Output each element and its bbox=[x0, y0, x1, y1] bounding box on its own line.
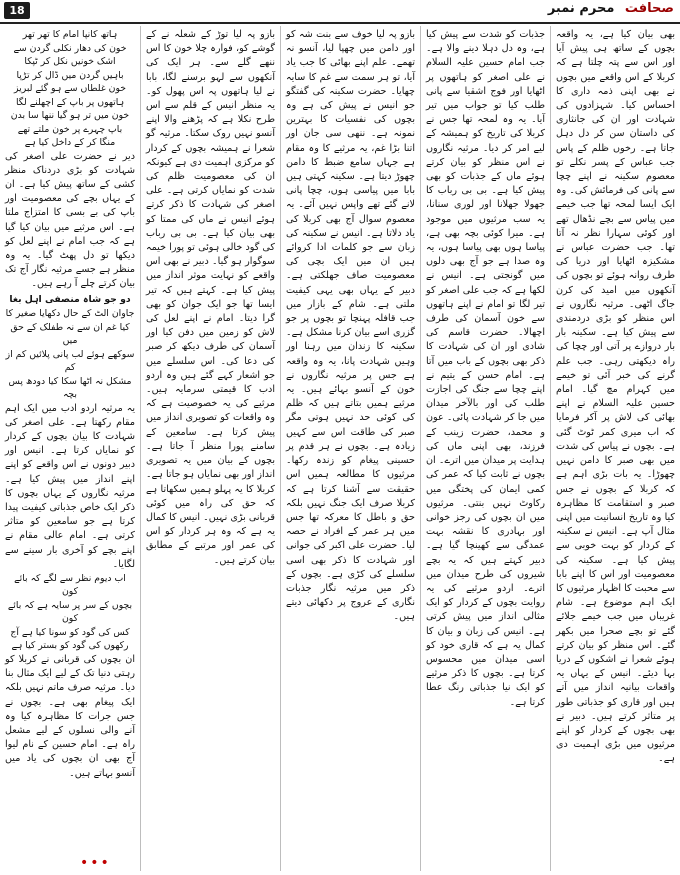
verse: مشکل نہ اٹھا سکا کیا دودھ پس بچہ bbox=[8, 375, 132, 401]
verse: کیا غم ان سے نہ طفلک کے حق میں bbox=[10, 321, 130, 347]
verse: خون کی دھار نکلی گردن سے bbox=[13, 42, 127, 54]
column-3-text: بازو پہ لیا خوف سے بنت شہ کو اور دامن میں چھپا لیا، آنسو نہ تھمے۔ علم اپنے بھائی کا جب یاد آیا، تو ہر سمت سے غم کا سایہ چھایا۔ حضرت سکینہ کی گفتگو جو انیس نے پیش کی ہے وہ بچوں کی نفسیات کا بہترین نمونہ ہے۔ ننھی سی جان اور اتنا بڑا غم، یہ مرثیے کا وہ مقام ہے جہاں سامع ضبط کا دامن چھوڑ دیتا ہے۔ سکینہ کہتی ہیں بابا میں پیاسی ہوں، چچا پانی لانے گئے تھے واپس نہیں آئے۔ یہ معصوم سوال آج بھی کربلا کی یاد دلاتا ہے۔ انیس نے سکینہ کی زبان سے جو کلمات ادا کروائے ہیں ان میں ایک بچی کی معصومیت صاف جھلکتی ہے۔ دبیر کے یہاں بھی یہی کیفیت ملتی ہے۔ شام کے بازار میں جب قافلہ پہنچا تو بچوں پر جو گزری اسے بیان کرنا مشکل ہے۔ سکینہ کا زندان میں رہنا اور وہیں شہادت پانا، یہ وہ واقعہ ہے جس پر مرثیہ نگاروں نے خون کے آنسو بہائے ہیں۔ یہ مرثیے ہمیں بتاتے ہیں کہ ظلم کی کوئی حد نہیں ہوتی مگر صبر کی طاقت اس سے کہیں زیادہ ہے۔ بچوں نے ہر قدم پر حسینی پیغام کو زندہ رکھا۔ مرثیوں کا مطالعہ ہمیں اس حقیقت سے آشنا کرتا ہے کہ کربلا صرف ایک جنگ نہیں بلکہ حق و باطل کا معرکہ تھا جس میں ہر عمر کے افراد نے حصہ لیا۔ حضرت علی اکبر کی جوانی اور شہادت کا ذکر بھی اسی سلسلے کی کڑی ہے۔ بچوں کے ذکر میں مرثیہ نگار جذبات نگاری کے عروج پر دکھائی دیتے ہیں۔ bbox=[286, 29, 415, 623]
column-5-prose-3: ان بچوں کی قربانی نے کربلا کو رہتی دنیا تک کے لیے ایک مثال بنا دیا۔ مرثیہ صرف ماتم نہیں بلکہ ایک پیغام بھی ہے۔ بچوں نے جس جرات کا مظاہرہ کیا وہ آنے والی نسلوں کے لیے مشعل راہ ہے۔ امام حسین کے نام لیوا آج بھی ان بچوں کی یاد میں آنسو بہاتے ہیں۔ bbox=[5, 653, 135, 779]
verse: رکھوں کی گود کو بستر کیا ہے bbox=[11, 640, 129, 652]
verse: کس کی گود کو سونا کیا ہے آج bbox=[10, 626, 130, 638]
special-issue-name: محرم نمبر bbox=[547, 1, 615, 16]
verse: جاوان الٹ کے حال دکھایا صغیر کا bbox=[5, 308, 135, 320]
column-4 bbox=[140, 26, 280, 871]
column-1 bbox=[550, 26, 680, 871]
continue-marker: ••• bbox=[80, 855, 111, 871]
verse: بچوں کے سر پر سایہ ہے کہ بائے کون bbox=[7, 599, 133, 625]
verse: سوکھے ہوئے لب پانی پلائیں کم از کم bbox=[5, 348, 135, 374]
article-body bbox=[0, 26, 680, 871]
verse: خون غلطاں سے ہو گئے لبریز bbox=[13, 83, 127, 94]
column-2-text: جذبات کو شدت سے پیش کیا ہے، وہ دل دہلا دینے والا ہے۔ جب امام حسین علیہ السلام نے علی اصغر کو ہاتھوں پر اٹھایا اور فوج اشقیا سے پانی طلب کیا تو جواب میں تیر آیا۔ یہ وہ لمحہ تھا جس نے کربلا کی تاریخ کو ہمیشہ کے لیے امر کر دیا۔ مرثیہ نگاروں نے اس منظر کو بیان کرتے ہوئے ماں کے جذبات کو بھی پیش کیا ہے۔ بی بی رباب کا جھولا جھلانا اور لوری سنانا، یہ سب مرثیوں میں موجود ہے۔ میرا کوئی بچہ بھی ہے، پیاسا ہوں بھی پیاسا ہوں، یہ وہ صدا ہے جو آج بھی دلوں میں گونجتی ہے۔ انیس نے لکھا ہے کہ جب علی اصغر کو تیر لگا تو امام نے اپنے ہاتھوں سے خون آسمان کی طرف اچھالا۔ حضرت قاسم کی شادی اور ان کی شہادت کا ذکر بھی بچوں کے باب میں آتا ہے۔ امام حسن کے یتیم نے اپنے چچا سے جنگ کی اجازت طلب کی اور بالآخر میدان میں جا کر شہادت پائی۔ عون و محمد، حضرت زینب کے فرزند، بھی اپنی ماں کی ہدایت پر میدان میں اترے۔ ان بچوں نے ثابت کیا کہ عمر کی کمی ایمان کی پختگی میں رکاوٹ نہیں بنتی۔ مرثیوں میں ان بچوں کی رجز خوانی اور بہادری کا نقشہ بہت عمدگی سے کھینچا گیا ہے۔ دبیر کہتے ہیں کہ یہ بچے شیروں کی طرح میدان میں اترے۔ اردو مرثیے کی یہ روایت بچوں کے کردار کو ایک مثالی انداز میں پیش کرتی ہے۔ انیس کی زبان و بیان کا کمال یہ ہے کہ قاری خود کو اسی میدان میں محسوس کرتا ہے۔ بچوں کا ذکر مرثیے کو ایک نیا جذباتی رنگ عطا کرتا ہے۔ bbox=[426, 29, 545, 708]
verse: منگا کر کے داخل کیا ہے bbox=[24, 137, 116, 148]
column-2 bbox=[420, 26, 550, 871]
poem-heading: دو جو شاہ منصفی اہل بغا bbox=[9, 293, 131, 305]
verse: ہاتھوں پر باپ کے اچھلنے لگا bbox=[15, 96, 125, 108]
page-header bbox=[0, 0, 680, 24]
poem-lower bbox=[5, 572, 135, 653]
column-1-text: بھی بیان کیا ہے، یہ واقعہ بچوں کے ساتھ ہی پیش آیا اور اس سے پتہ چلتا ہے کہ کربلا کے اس واقعے میں بچوں نے بھی اپنی ذمہ داری کا احساس کیا۔ شہزادوں کی شہادت اور ان کی جانثاری کی داستان سن کر دل دہل جاتا ہے۔ رخوں ظلم کے پاس جب عباس کے پسر نکلے تو معصوم سکینہ نے اپنے چچا سے پانی کی فرمائش کی۔ وہ ایک ایسا لمحہ تھا جب خیمے میں پیاس سے بچے نڈھال تھے اور کوئی سہارا نظر نہ آتا تھا۔ جب حضرت عباس نے مشکیزہ اٹھایا اور دریا کی طرف روانہ ہوئے تو بچوں کی آنکھوں میں امید کی کرن جاگ اٹھی۔ مرثیہ نگاروں نے اس منظر کو بڑی دردمندی سے پیش کیا ہے۔ سکینہ بار بار دروازے پر آتی اور چچا کی راہ دیکھتی رہی۔ جب علم گرنے کی خبر آئی تو خیمے میں کہرام مچ گیا۔ امام حسین علیہ السلام نے اپنے بھائی کی لاش پر آکر فرمایا کہ اب میری کمر ٹوٹ گئی ہے۔ بچوں نے پیاس کی شدت میں بھی صبر کا دامن نہیں چھوڑا۔ یہ بات بڑی اہم ہے کہ کربلا کے بچوں نے جس صبر و استقامت کا مظاہرہ کیا وہ تاریخ انسانیت میں اپنی مثال آپ ہے۔ انیس نے سکینہ کے کردار کو بہت خوبی سے پیش کیا ہے۔ سکینہ کی معصومیت اور اس کا اپنے بابا سے محبت کا اظہار مرثیوں کا ایک اہم موضوع ہے۔ شام غریباں میں جب خیمے جلائے گئے تو بچے صحرا میں بکھر گئے۔ اس منظر کو بیان کرتے ہوئے شعرا نے اشکوں کے دریا بہا دیئے۔ انیس کے یہاں یہ واقعات بیانیہ انداز میں آتے ہیں اور قاری کو جذباتی طور پر متاثر کرتے ہیں۔ دبیر نے بھی بچوں کے کردار کو اپنے مرثیوں میں بڑی اہمیت دی ہے۔ bbox=[555, 29, 675, 765]
poem-top bbox=[5, 28, 135, 150]
column-4-text: بازو پہ لیا توڑ کے شعلہ نے کے گوشے کو، فوارہ چلا خون کا اس ننھے گلے سے۔ ہر ایک کی آنکھوں سے لہو برسنے لگا، بابا نے لیا ہاتھوں پہ اس پھول کو۔ یہ منظر انیس کے قلم سے اس طرح نکلا ہے کہ پڑھنے والا اپنے آنسو نہیں روک سکتا۔ مرثیہ گو شعرا نے ہمیشہ بچوں کے کردار کو مرکزی اہمیت دی ہے کیونکہ ان کی معصومیت ظلم کی شدت کو نمایاں کرتی ہے۔ علی اصغر کی شہادت کا ذکر کرتے ہوئے انیس نے ماں کی ممتا کو بھی بیان کیا ہے۔ بی بی رباب کی گود خالی ہوئی تو پورا خیمہ سوگوار ہو گیا۔ دبیر نے بھی اس واقعے کو نہایت موثر انداز میں پیش کیا ہے۔ کہتے ہیں کہ تیر ایسا تھا جو ایک جوان کو بھی گرا دیتا۔ امام نے اپنے لعل کی لاش کو زمین میں دفن کیا اور آسمان کی طرف دیکھ کر صبر کی دعا کی۔ اس سلسلے میں جو اشعار کہے گئے ہیں وہ اردو ادب کا قیمتی سرمایہ ہیں۔ مرثیے کی یہ خصوصیت ہے کہ وہ واقعات کو تصویری انداز میں پیش کرتا ہے۔ سامعین کے سامنے پورا منظر آ جاتا ہے۔ بچوں کے بیان میں یہ تصویری انداز اور بھی نمایاں ہو جاتا ہے۔ کربلا کا یہ پہلو ہمیں سکھاتا ہے کہ حق کی راہ میں کوئی قربانی بڑی نہیں۔ انیس کا کمال یہ ہے کہ وہ ہر کردار کو اس کی عمر اور مرتبے کے مطابق بیان کرتے ہیں۔ bbox=[146, 29, 275, 566]
column-5-prose: دیر نے حضرت علی اصغر کی شہادت کو بڑی دردناک منظر کشی کے ساتھ پیش کیا ہے۔ ان کے یہاں بچے کی معصومیت اور باپ کی بے بسی کا امتزاج ملتا ہے۔ اس مرثیے میں بیان کیا گیا ہے کہ جب امام نے اپنے لعل کو دیکھا تو دل پھٹ گیا۔ یہ وہ منظر ہے جسے مرثیہ نگار آج تک بیان کرتے چلے آ رہے ہیں۔ bbox=[5, 150, 135, 290]
header-title bbox=[548, 1, 674, 20]
page-number: 18 bbox=[4, 2, 30, 19]
column-3 bbox=[280, 26, 420, 871]
verse: ہاتھ کانپا امام کا تھر تھر bbox=[22, 29, 118, 40]
column-5-prose-2: یہ مرثیہ اردو ادب میں ایک اہم مقام رکھتا ہے۔ علی اصغر کی شہادت کا بیان بچوں کے کردار کو نمایاں کرتا ہے۔ انیس اور دبیر دونوں نے اس واقعے کو اپنے اپنے انداز میں پیش کیا ہے۔ مرثیہ نگاروں کے یہاں بچوں کا ذکر ایک خاص جذباتی کیفیت پیدا کرتا ہے جو سامعین کو متاثر کرتی ہے۔ امام عالی مقام نے اپنے بچے کو آخری بار سینے سے لگایا۔ bbox=[5, 402, 135, 570]
verse: اب دیوم نظر سے لگے کہ بائے کون bbox=[14, 572, 126, 598]
verse: اشک خونیں نکل کر ٹپکا bbox=[24, 56, 116, 67]
verse: باپ چہرے پر خون ملتے تھے bbox=[17, 123, 123, 135]
verse: خون میں تر ہو گیا ننھا سا بدن bbox=[10, 110, 130, 121]
poem-middle bbox=[5, 293, 135, 402]
column-5 bbox=[0, 26, 140, 871]
section-name: صحافت bbox=[624, 1, 674, 16]
verse: باہیں گردن میں ڈال کر تڑپا bbox=[16, 69, 124, 81]
